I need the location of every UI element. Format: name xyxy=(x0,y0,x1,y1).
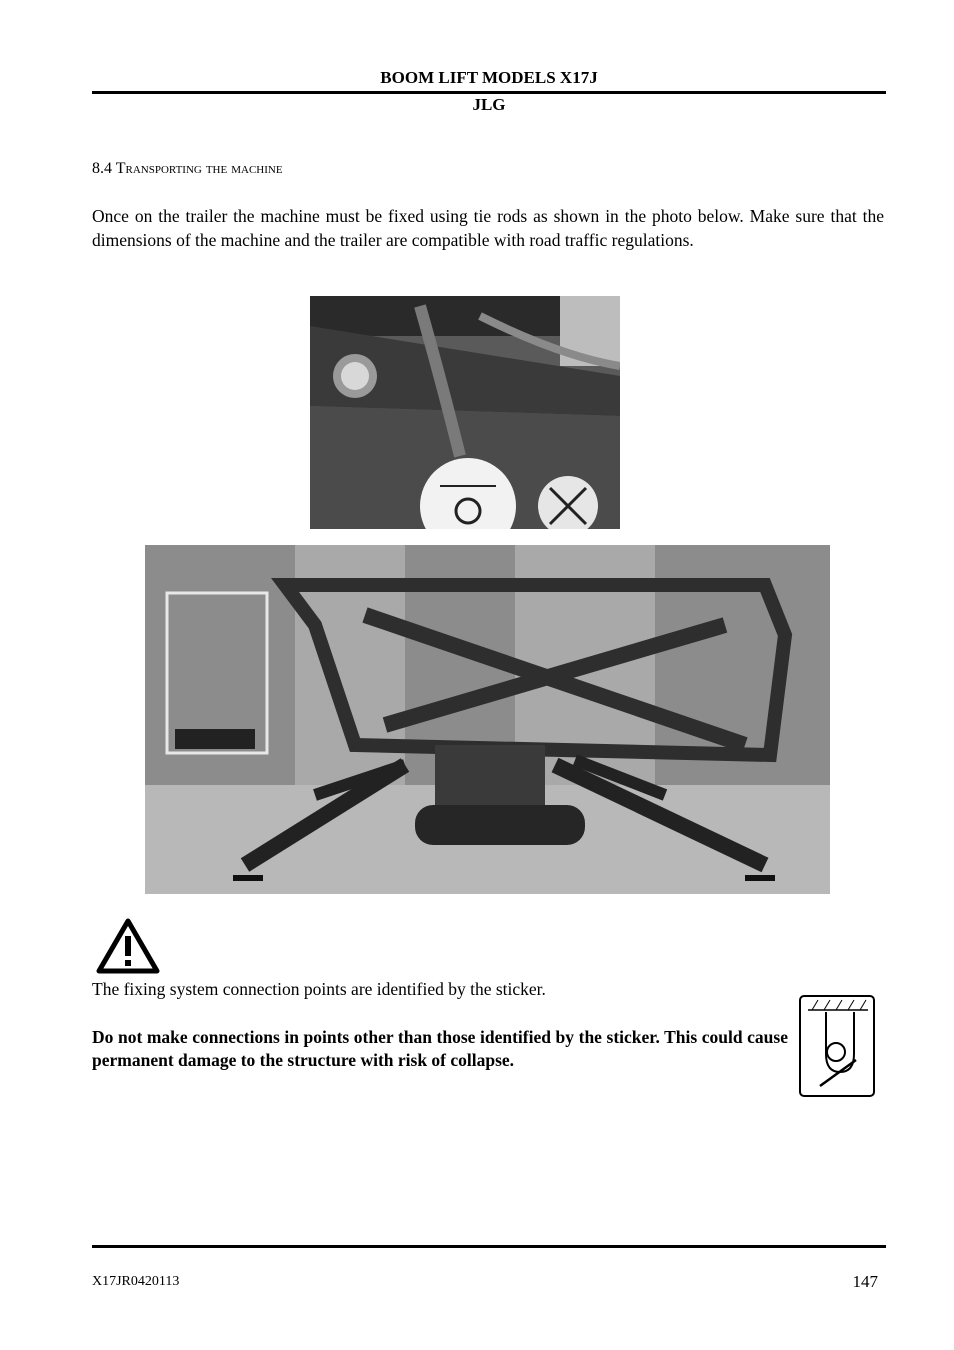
page-number: 147 xyxy=(852,1272,878,1291)
header-title: BOOM LIFT MODELS X17J xyxy=(380,68,598,87)
section-title: 8.4 Transporting the machine xyxy=(92,160,283,177)
sticker-note: The fixing system connection points are identified by the sticker. xyxy=(92,979,546,999)
warning-triangle-icon xyxy=(96,918,160,974)
header-brand: JLG xyxy=(472,95,506,114)
photo-closeup-anchor-point xyxy=(310,296,620,529)
document-code: X17JR0420113 xyxy=(92,1274,180,1289)
tie-down-sticker-icon xyxy=(798,994,876,1098)
footer-rule xyxy=(92,1245,886,1248)
warning-text: Do not make connections in points other than those identified by the sticker. This could cause permanent damage to the structure with risk of collapse. xyxy=(92,1027,788,1070)
photo-boom-lift-side-view xyxy=(145,545,830,894)
intro-paragraph: Once on the trailer the machine must be fixed using tie rods as shown in the photo below. Make sure that the dimensions of the machine and the trailer are compatible with road traffic regulations. xyxy=(92,206,884,250)
header-rule xyxy=(92,91,886,94)
